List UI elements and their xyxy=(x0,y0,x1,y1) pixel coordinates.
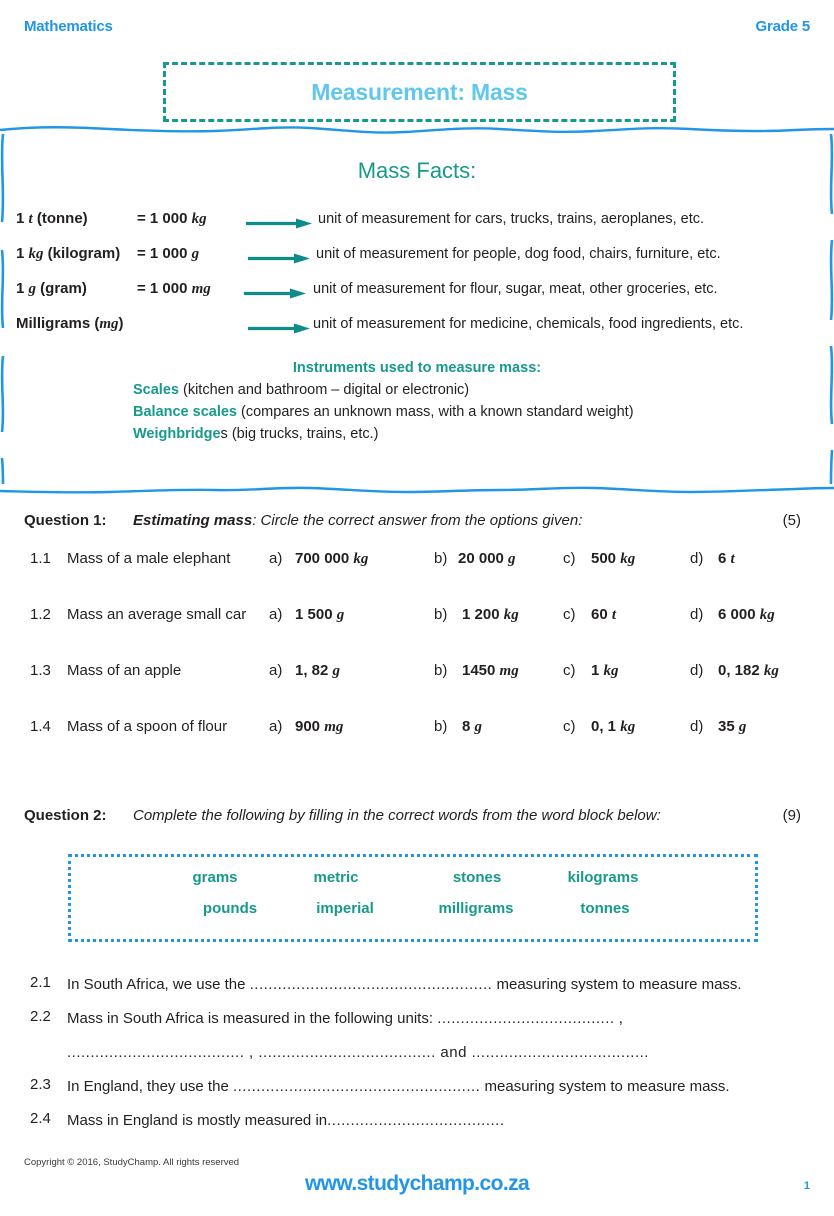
worksheet-title-box xyxy=(163,62,676,122)
answer-blank[interactable]: .................................................... xyxy=(249,976,493,993)
fill-in-sentence: Mass in South Africa is measured in the following units: ...................................... , xyxy=(67,1010,623,1027)
mass-fact-row xyxy=(0,315,834,350)
option-value[interactable]: 6 000 kg xyxy=(718,606,775,623)
option-value[interactable]: 500 kg xyxy=(591,550,636,567)
option-letter: b) xyxy=(434,662,448,679)
question1-label: Question 1: xyxy=(24,512,107,529)
question-number: 1.2 xyxy=(30,606,51,623)
question2-header xyxy=(0,807,834,829)
option-letter: c) xyxy=(563,550,576,567)
mass-facts-panel xyxy=(0,128,834,490)
mass-fact-row xyxy=(0,245,834,280)
option-letter: d) xyxy=(690,550,704,567)
question1-marks: (5) xyxy=(782,512,801,529)
answer-blank[interactable]: ..................................................... xyxy=(232,1078,481,1095)
question-row xyxy=(0,1076,834,1098)
page-title: Measurement: Mass xyxy=(311,78,528,105)
option-value[interactable]: 700 000 kg xyxy=(295,550,369,567)
word-option[interactable]: pounds xyxy=(202,900,258,917)
question-row xyxy=(0,1008,834,1064)
fact-equivalent: = 1 000 mg xyxy=(137,280,211,297)
option-letter: d) xyxy=(690,606,704,623)
word-option[interactable]: imperial xyxy=(316,900,374,917)
answer-blank-continuation[interactable]: ...................................... , ...................................... and ...................................... xyxy=(67,1044,649,1061)
fact-unit: 1 g (gram) xyxy=(16,280,87,297)
word-option[interactable]: metric xyxy=(313,869,359,886)
option-letter: a) xyxy=(269,662,283,679)
question-row xyxy=(0,1110,834,1132)
question1-header xyxy=(0,512,834,534)
question-prompt: Mass of a spoon of flour xyxy=(67,718,228,735)
fact-unit: 1 kg (kilogram) xyxy=(16,245,121,262)
fill-in-sentence: In South Africa, we use the .................................................... measuring system to measure mass. xyxy=(67,976,742,993)
word-block xyxy=(68,854,758,942)
fact-description: unit of measurement for cars, trucks, trains, aeroplanes, etc. xyxy=(318,211,705,227)
instrument-item: Scales (kitchen and bathroom – digital or electronic) xyxy=(133,382,470,398)
mass-facts-heading: Mass Facts: xyxy=(357,158,477,183)
arrow-right-icon xyxy=(246,218,312,229)
option-value[interactable]: 1, 82 g xyxy=(295,662,341,679)
question2-marks: (9) xyxy=(782,807,801,824)
word-block-row xyxy=(71,869,761,900)
wavy-border-bottom-decoration xyxy=(0,483,834,497)
question-row xyxy=(0,550,834,606)
fact-equivalent: = 1 000 g xyxy=(137,245,200,262)
question2-instruction: Complete the following by filling in the correct words from the word block below: xyxy=(133,807,661,824)
arrow-right-icon xyxy=(244,288,306,299)
option-value[interactable]: 0, 182 kg xyxy=(718,662,779,679)
fact-description: unit of measurement for people, dog food, chairs, furniture, etc. xyxy=(316,246,721,262)
option-letter: a) xyxy=(269,606,283,623)
word-option[interactable]: kilograms xyxy=(567,869,639,886)
fact-unit: 1 t (tonne) xyxy=(16,210,88,227)
question2-label: Question 2: xyxy=(24,807,107,824)
instrument-item: Balance scales (compares an unknown mass, with a known standard weight) xyxy=(133,404,634,420)
option-value[interactable]: 1 kg xyxy=(591,662,619,679)
instruments-heading: Instruments used to measure mass: xyxy=(292,360,542,376)
fill-in-sentence: Mass in England is mostly measured in...................................... xyxy=(67,1112,505,1129)
word-option[interactable]: grams xyxy=(192,869,238,886)
option-letter: b) xyxy=(434,606,448,623)
question-row xyxy=(0,974,834,996)
fact-description: unit of measurement for flour, sugar, meat, other groceries, etc. xyxy=(313,281,718,297)
option-value[interactable]: 1 200 kg xyxy=(462,606,519,623)
option-value[interactable]: 0, 1 kg xyxy=(591,718,636,735)
question-row xyxy=(0,718,834,774)
option-value[interactable]: 60 t xyxy=(591,606,617,623)
mass-fact-row xyxy=(0,210,834,245)
option-letter: b) xyxy=(434,550,448,567)
question-number: 2.4 xyxy=(30,1110,51,1127)
option-value[interactable]: 1 500 g xyxy=(295,606,345,623)
question1-rows xyxy=(0,550,834,774)
question-number: 2.2 xyxy=(30,1008,51,1025)
option-value[interactable]: 900 mg xyxy=(295,718,344,735)
option-value[interactable]: 1450 mg xyxy=(462,662,519,679)
arrow-right-icon xyxy=(248,323,310,334)
arrow-right-icon xyxy=(248,253,310,264)
wavy-border-top-decoration xyxy=(0,123,834,137)
option-letter: c) xyxy=(563,718,576,735)
word-block-row xyxy=(71,900,761,931)
question-number: 1.3 xyxy=(30,662,51,679)
question-prompt: Mass of a male elephant xyxy=(67,550,231,567)
word-option[interactable]: tonnes xyxy=(580,900,630,917)
option-value[interactable]: 8 g xyxy=(462,718,483,735)
fact-description: unit of measurement for medicine, chemicals, food ingredients, etc. xyxy=(313,316,744,332)
question1-instruction: Estimating mass: Circle the correct answer from the options given: xyxy=(133,512,583,529)
fact-unit: Milligrams (mg) xyxy=(16,315,124,332)
option-value[interactable]: 35 g xyxy=(718,718,747,735)
fact-equivalent: = 1 000 kg xyxy=(137,210,207,227)
option-letter: d) xyxy=(690,662,704,679)
mass-facts-rows xyxy=(0,210,834,350)
option-letter: c) xyxy=(563,662,576,679)
word-option[interactable]: stones xyxy=(452,869,502,886)
question-number: 1.4 xyxy=(30,718,51,735)
option-value[interactable]: 20 000 g xyxy=(458,550,516,567)
option-letter: a) xyxy=(269,718,283,735)
grade-label: Grade 5 xyxy=(755,18,810,35)
website-url[interactable]: www.studychamp.co.za xyxy=(304,1172,530,1195)
option-letter: c) xyxy=(563,606,576,623)
question-number: 2.3 xyxy=(30,1076,51,1093)
option-value[interactable]: 6 t xyxy=(718,550,735,567)
mass-fact-row xyxy=(0,280,834,315)
subject-label: Mathematics xyxy=(24,18,113,35)
question-prompt: Mass of an apple xyxy=(67,662,182,679)
page-header xyxy=(0,18,834,44)
question-row xyxy=(0,662,834,718)
question-number: 1.1 xyxy=(30,550,51,567)
question-number: 2.1 xyxy=(30,974,51,991)
option-letter: b) xyxy=(434,718,448,735)
answer-blank[interactable]: ...................................... xyxy=(437,1010,615,1027)
instruments-section xyxy=(0,360,834,445)
question-prompt: Mass an average small car xyxy=(67,606,247,623)
instrument-item: Weighbridges (big trucks, trains, etc.) xyxy=(133,426,379,442)
answer-blank[interactable]: ...................................... xyxy=(327,1112,505,1129)
question-row xyxy=(0,606,834,662)
option-letter: d) xyxy=(690,718,704,735)
question2-rows xyxy=(0,974,834,1144)
option-letter: a) xyxy=(269,550,283,567)
fill-in-sentence: In England, they use the ..................................................... measuring system to measure mass. xyxy=(67,1078,730,1095)
word-option[interactable]: milligrams xyxy=(438,900,514,917)
copyright-notice: Copyright © 2016, StudyChamp. All rights reserved xyxy=(24,1157,240,1168)
page-number: 1 xyxy=(803,1180,810,1192)
